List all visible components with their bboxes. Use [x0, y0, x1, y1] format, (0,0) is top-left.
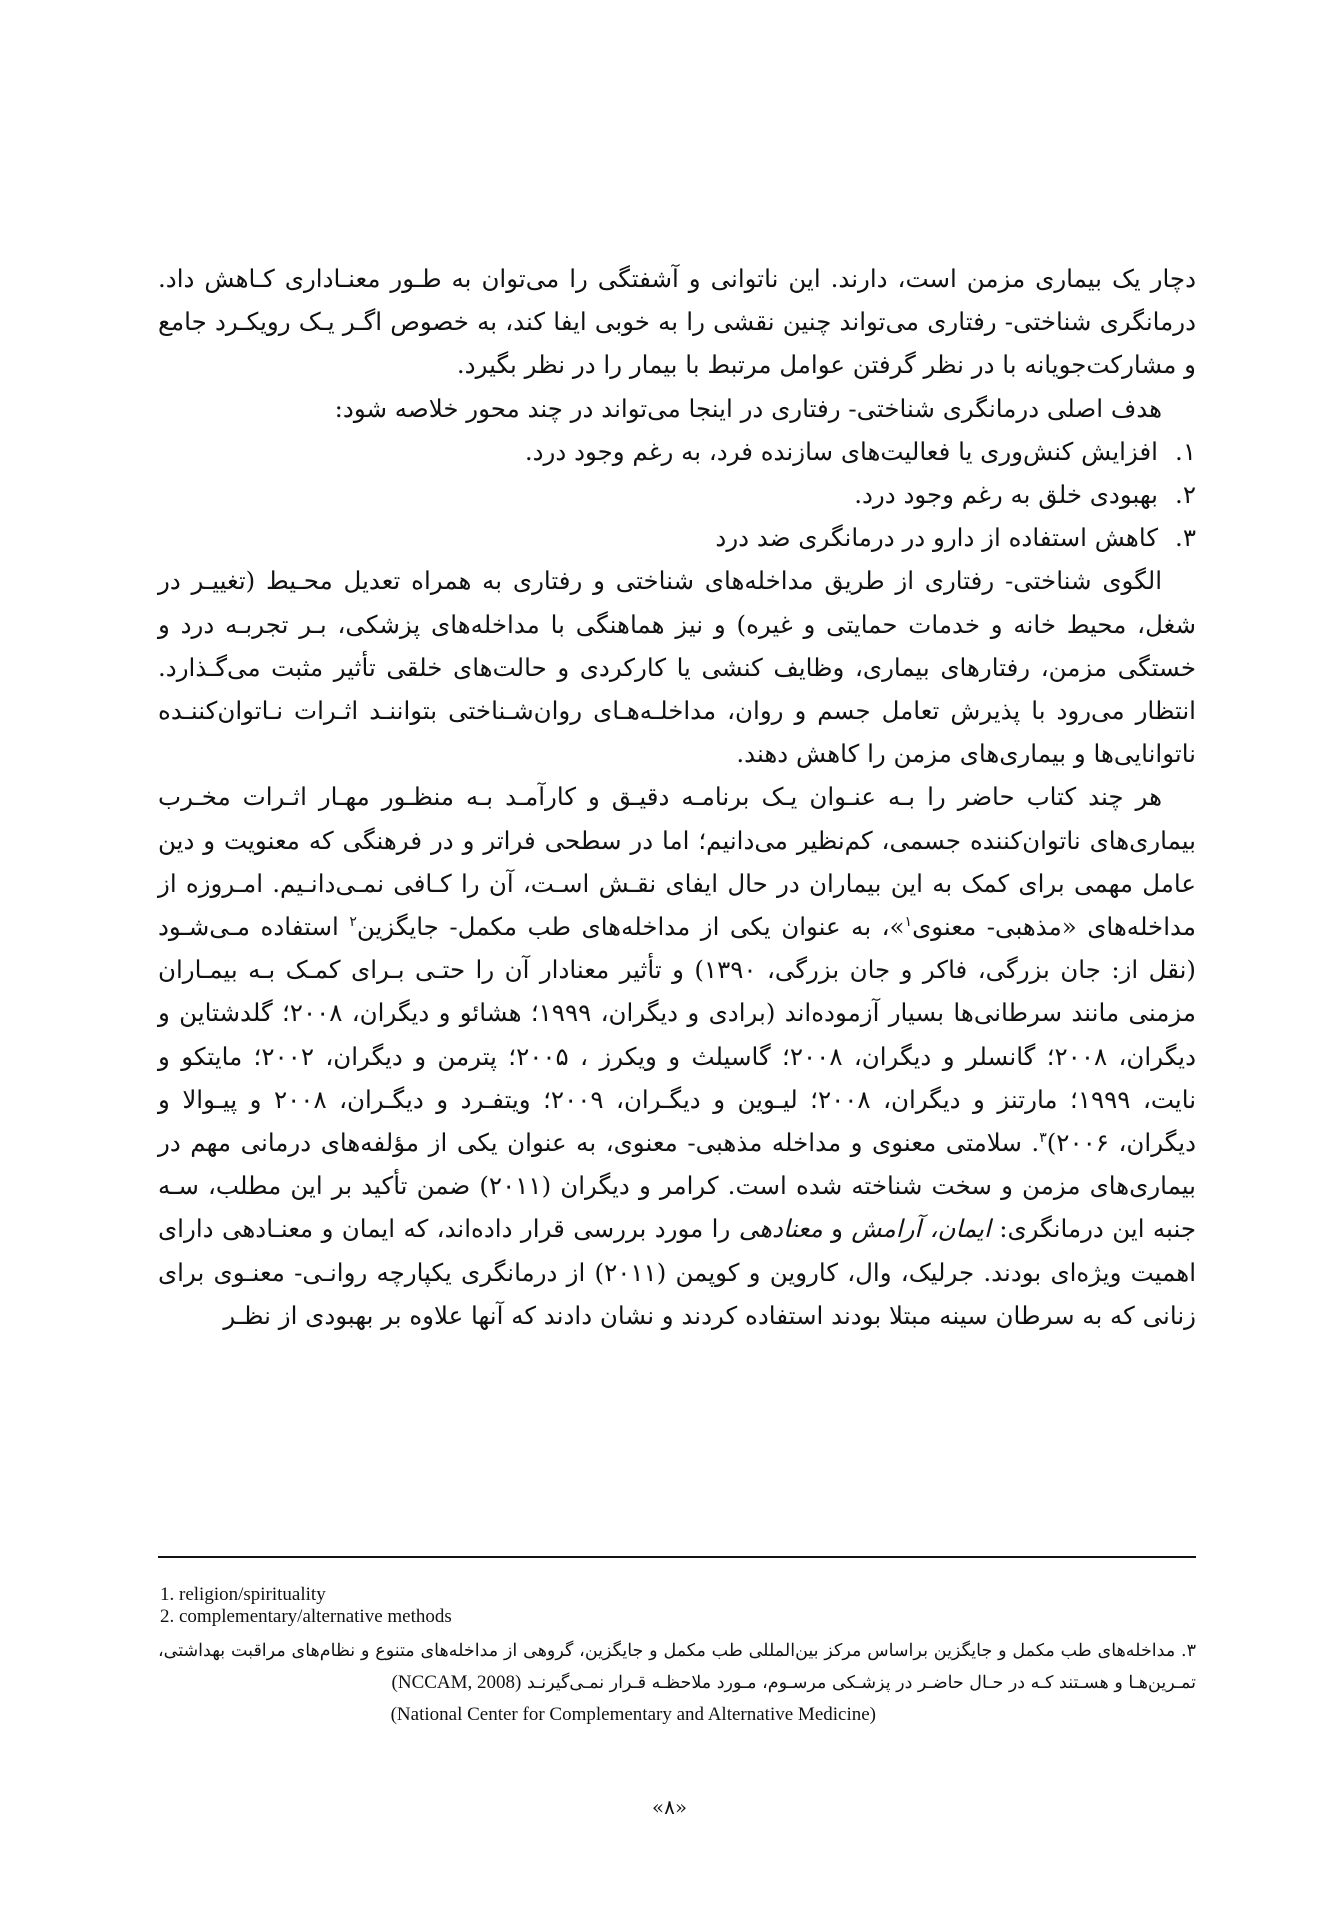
footnote-3-text: ۳. مداخله‌های طب مکمل و جایگزین براساس مرکز بین‌المللی طب مکمل و جایگزین، گروهی از مداخله‌های متنوع و نظام‌های مراقبت بهداشتی، تمـرین‌هـا و هسـتند کـه در حـال حاضـر در پزشـکی مرسـوم، مـورد ملاحظـه قـرار نمـی‌گیرنـد: [158, 1641, 1196, 1693]
italic-term-meaning: معنادهی: [738, 1214, 823, 1244]
conjunction-text: و: [822, 1214, 852, 1244]
list-item: [158, 516, 1196, 559]
paragraph-2: هدف اصلی درمانگری شناختی- رفتاری در اینجا می‌تواند در چند محور خلاصه شود:: [334, 393, 1162, 423]
list-item-text: بهبودی خلق به رغم وجود درد.: [854, 480, 1158, 510]
list-item: [158, 430, 1196, 473]
italic-term-faith-calm: ایمان، آرامش: [851, 1214, 991, 1244]
footnote-ref-1[interactable]: ۱: [904, 913, 913, 930]
paragraph-4: [158, 775, 1196, 1337]
list-item-text: کاهش استفاده از دارو در درمانگری ضد درد: [715, 523, 1158, 553]
footnote-3-acronym: (NCCAM, 2008): [391, 1672, 522, 1693]
paragraph-4-part-e: را مورد بررسی قرار داده‌اند، که ایمان و معنـادهی دارای اهمیت ویژه‌ای بودند. جرلیک، وال، کاروین و کوپمن (۲۰۱۱) از درمانگری یکپارچه روانـی- معنـوی برای زنانی که به سرطان سینه مبتلا بودند استفاده کردند و نشان دادند که آنها علاوه بر بهبودی از نظـر: [158, 1214, 1197, 1330]
paragraph-3: الگوی شناختی- رفتاری از طریق مداخله‌های شناختی و رفتاری به همراه تعدیل محـیط (تغییـر در شغل، محیط خانه و خدمات حمایتی و غیره) و نیز هماهنگی با مداخله‌های پزشکی، بـر تجربـه درد و خستگی مزمن، رفتارهای بیماری، وظایف کنشی یا کارکردی و حالت‌های خلقی تأثیر مثبت می‌گـذارد. انتظار می‌رود با پذیرش تعامل جسم و روان، مداخلـه‌هـای روان‌شـناختی بتواننـد اثـرات نـاتوان‌کننـده ناتوانایی‌ها و بیماری‌های مزمن را کاهش دهند.: [158, 566, 1196, 769]
main-body-text: [158, 257, 1196, 1337]
footnote-3: [158, 1635, 1196, 1731]
list-item: [158, 473, 1196, 516]
list-number: ۲.: [1175, 480, 1196, 510]
list-item-text: افزایش کنش‌وری یا فعالیت‌های سازنده فرد، به رغم وجود درد.: [524, 436, 1158, 466]
footnote-1: 1. religion/spirituality: [160, 1584, 326, 1605]
paragraph-4-part-c: استفاده مـی‌شـود (نقل از: جان بزرگی، فاکر و جان بزرگی، ۱۳۹۰) و تأثیر معنادار آن را حتـی بـرای کمـک بـه بیمـاران مزمنی مانند سرطانی‌ها بسیار آزموده‌اند (برادی و دیگران، ۱۹۹۹؛ هشائو و دیگران، ۲۰۰۸؛ گلدشتاین و دیگران، ۲۰۰۸؛ گانسلر و دیگران، ۲۰۰۸؛ گاسیلث و ویکرز ، ۲۰۰۵؛ پترمن و دیگران، ۲۰۰۲؛ مایتکو و نایت، ۱۹۹۹؛ مارتنز و دیگران، ۲۰۰۸؛ لیـوین و دیگـران، ۲۰۰۹؛ ویتفـرد و دیگـران، ۲۰۰۸ و پیـوالا و دیگران، ۲۰۰۶): [158, 912, 1197, 1158]
paragraph-4-part-a: هر چند کتاب حاضر را بـه عنـوان یـک برنامـه دقیـق و کارآمـد بـه منظـور مهـار اثـرات مخـرب بیماری‌های ناتوان‌کننده جسمی، کم‌نظیر می‌دانیم؛ اما در سطحی فراتر و در فرهنگی که معنویت و دین عامل مهمی برای کمک به این بیماران در حال ایفای نقـش اسـت، آن را کـافی نمـی‌دانـیم. امـروزه از مداخله‌های «مذهبی- معنوی: [158, 782, 1196, 942]
list-number: ۱.: [1175, 436, 1196, 466]
paragraph-4-part-d: . سلامتی معنوی و مداخله مذهبی- معنوی، به عنوان یکی از مؤلفه‌های درمانی مهم در بیماری‌های مزمن و سخت شناخته شده است. کرامر و دیگران (۲۰۱۱) ضمن تأکید بر این مطلب، سـه جنبه این درمانگری:: [158, 1128, 1196, 1244]
footnote-3-fullname: (National Center for Complementary and Alternative Medicine): [390, 1704, 876, 1725]
footnote-divider: [158, 1556, 1196, 1558]
footnote-ref-2[interactable]: ۲: [349, 913, 357, 930]
page-number: «۸»: [651, 1795, 688, 1819]
paragraph-1: دچار یک بیماری مزمن است، دارند. این ناتوانی و آشفتگی را می‌توان به طـور معنـاداری کـاهش داد. درمانگری شناختی- رفتاری می‌تواند چنین نقشی را به خوبی ایفا کند، به خصوص اگـر یـک رویکـرد جامع و مشارکت‌جویانه با در نظر گرفتن عوامل مرتبط با بیمار را در نظر بگیرد.: [158, 264, 1196, 380]
list-number: ۳.: [1175, 523, 1196, 553]
goals-list: [158, 430, 1196, 560]
paragraph-4-part-b: »، به عنوان یکی از مداخله‌های طب مکمل- جایگزین: [356, 912, 905, 942]
footnote-ref-3[interactable]: ۳: [1039, 1129, 1047, 1146]
footnote-2: 2. complementary/alternative methods: [160, 1606, 452, 1627]
